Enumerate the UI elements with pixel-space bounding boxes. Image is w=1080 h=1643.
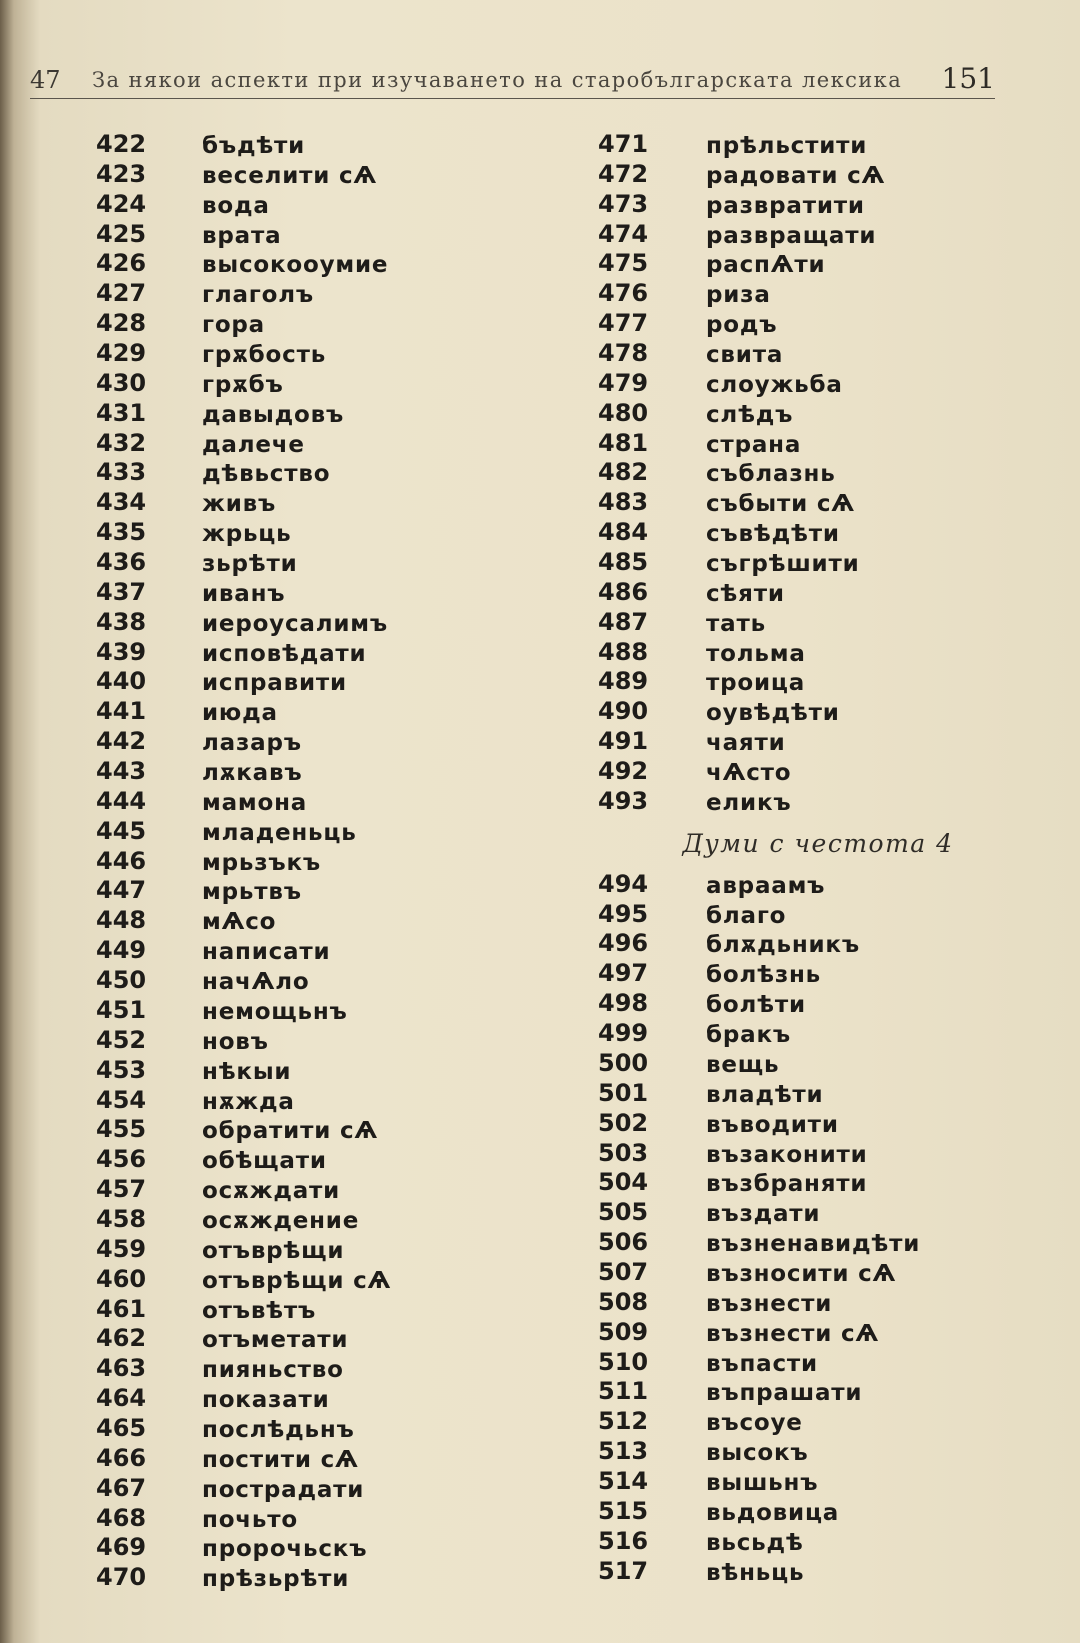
- word-entry: [96, 1235, 536, 1265]
- entry-word: отъврѣщи: [202, 1237, 345, 1264]
- word-entry: [96, 936, 536, 966]
- entry-word: лазаръ: [202, 730, 302, 757]
- entry-number: 429: [96, 339, 147, 368]
- word-entry: [96, 876, 536, 906]
- entry-number: 470: [96, 1563, 147, 1592]
- word-entry: [598, 929, 1018, 959]
- word-entry: [598, 989, 1018, 1019]
- word-entry: [598, 1109, 1018, 1139]
- entry-number: 462: [96, 1324, 147, 1353]
- word-entry: [598, 518, 1018, 548]
- entry-number: 426: [96, 249, 147, 278]
- word-entry: [598, 870, 1018, 900]
- word-entry: [598, 399, 1018, 429]
- entry-word: живъ: [202, 491, 277, 518]
- entry-word: грѫбость: [202, 342, 327, 369]
- entry-number: 475: [598, 249, 649, 278]
- entry-word: вышьнъ: [706, 1469, 819, 1496]
- word-entry: [96, 249, 536, 279]
- entry-number: 514: [598, 1466, 649, 1495]
- entry-word: бъдѣти: [202, 133, 306, 159]
- entry-word: блѫдьникъ: [706, 932, 860, 959]
- word-entry: [96, 1504, 536, 1534]
- word-entry: [598, 959, 1018, 989]
- entry-number: 515: [598, 1496, 649, 1525]
- entry-word: давыдовъ: [202, 401, 345, 428]
- entry-word: младеньць: [202, 819, 357, 846]
- word-entry: [96, 1324, 536, 1354]
- word-entry: [96, 966, 536, 996]
- entry-number: 455: [96, 1115, 147, 1144]
- entry-number: 471: [598, 130, 649, 158]
- word-entry: [598, 1139, 1018, 1169]
- word-entry: [598, 249, 1018, 279]
- entry-number: 477: [598, 309, 649, 338]
- entry-number: 502: [598, 1108, 649, 1137]
- entry-word: вьдовица: [706, 1499, 840, 1526]
- entry-word: иероусалимъ: [202, 610, 388, 637]
- section-heading: Думи с честота 4: [682, 828, 954, 858]
- entry-word: обратити сѦ: [202, 1118, 378, 1145]
- word-entry: [96, 1205, 536, 1235]
- word-entry: [598, 697, 1018, 727]
- entry-number: 480: [598, 398, 649, 427]
- word-entry: [96, 369, 536, 399]
- entry-word: възнести: [706, 1290, 833, 1317]
- entry-word: высокооумие: [202, 252, 389, 279]
- word-entry: [96, 996, 536, 1026]
- word-entry: [96, 1444, 536, 1474]
- word-entry: [96, 130, 536, 160]
- entry-number: 447: [96, 876, 147, 905]
- entry-word: пияньство: [202, 1357, 344, 1384]
- word-entry: [598, 667, 1018, 697]
- entry-word: свита: [706, 342, 784, 369]
- entry-number: 501: [598, 1078, 649, 1107]
- word-entry: [96, 787, 536, 817]
- word-entry: [598, 458, 1018, 488]
- word-entry: [96, 1115, 536, 1145]
- word-entry: [96, 757, 536, 787]
- entry-number: 458: [96, 1204, 147, 1233]
- entry-number: 443: [96, 757, 147, 786]
- entry-number: 507: [598, 1257, 649, 1286]
- entry-number: 442: [96, 727, 147, 756]
- word-entry: [96, 1533, 536, 1563]
- word-entry: [598, 130, 1018, 160]
- word-entry: [598, 1288, 1018, 1318]
- entry-number: 489: [598, 667, 649, 696]
- entry-number: 467: [96, 1473, 147, 1502]
- word-entry: [96, 160, 536, 190]
- entry-word: постити сѦ: [202, 1446, 359, 1473]
- entry-word: радовати сѦ: [706, 162, 886, 189]
- entry-word: осѫждати: [202, 1178, 341, 1205]
- entry-number: 488: [598, 637, 649, 666]
- word-entry: [96, 1414, 536, 1444]
- entry-word: мамона: [202, 789, 308, 816]
- entry-word: лѫкавъ: [202, 760, 303, 787]
- entry-word: прѣзьрѣти: [202, 1566, 350, 1593]
- word-entry: [598, 369, 1018, 399]
- entry-number: 495: [598, 899, 649, 928]
- entry-number: 454: [96, 1085, 147, 1114]
- entry-word: прѣльстити: [706, 133, 868, 159]
- entry-number: 513: [598, 1437, 649, 1466]
- word-entry: [96, 190, 536, 220]
- entry-word: въпасти: [706, 1350, 818, 1377]
- entry-word: съвѣдѣти: [706, 521, 840, 548]
- entry-word: иванъ: [202, 580, 286, 607]
- entry-number: 478: [598, 339, 649, 368]
- entry-word: осѫждение: [202, 1207, 360, 1234]
- entry-word: въсоуе: [706, 1410, 803, 1437]
- word-entry: [96, 339, 536, 369]
- word-entry: [96, 1175, 536, 1205]
- entry-number: 498: [598, 989, 649, 1018]
- entry-number: 494: [598, 869, 649, 898]
- word-entry: [598, 309, 1018, 339]
- word-entry: [96, 309, 536, 339]
- entry-word: отъметати: [202, 1327, 349, 1354]
- word-entry: [96, 667, 536, 697]
- entry-number: 424: [96, 189, 147, 218]
- word-entry: [96, 906, 536, 936]
- entry-word: въздати: [706, 1201, 821, 1228]
- entry-word: слоужьба: [706, 371, 843, 398]
- header-title: За някои аспекти при изучаването на старобългарската лексика: [92, 68, 903, 92]
- word-entry: [598, 578, 1018, 608]
- word-entry: [598, 220, 1018, 250]
- entry-number: 434: [96, 488, 147, 517]
- word-entry: [96, 578, 536, 608]
- word-entry: [598, 1228, 1018, 1258]
- word-entry: [598, 1557, 1018, 1587]
- entry-number: 451: [96, 995, 147, 1024]
- entry-number: 511: [598, 1377, 649, 1406]
- word-entry: [96, 1265, 536, 1295]
- entry-word: новъ: [202, 1028, 269, 1055]
- entry-number: 493: [598, 786, 649, 815]
- entry-word: высокъ: [706, 1440, 809, 1467]
- entry-word: страна: [706, 431, 802, 458]
- entry-word: пострадати: [202, 1476, 365, 1503]
- word-entry: [598, 339, 1018, 369]
- word-entry: [96, 1086, 536, 1116]
- entry-number: 441: [96, 697, 147, 726]
- entry-word: жрьць: [202, 521, 292, 548]
- entry-word: вещь: [706, 1051, 780, 1078]
- word-entry: [598, 1049, 1018, 1079]
- entry-number: 499: [598, 1019, 649, 1048]
- entry-word: възносити сѦ: [706, 1260, 897, 1287]
- word-entry: [598, 757, 1018, 787]
- word-entry: [598, 1198, 1018, 1228]
- entry-number: 482: [598, 458, 649, 487]
- word-entry: [598, 548, 1018, 578]
- entry-number: 485: [598, 548, 649, 577]
- entry-word: начѦло: [202, 969, 310, 996]
- word-entry: [598, 429, 1018, 459]
- entry-word: възаконити: [706, 1141, 868, 1168]
- word-entry: [96, 1384, 536, 1414]
- entry-number: 484: [598, 518, 649, 547]
- word-entry: [598, 727, 1018, 757]
- word-entry: [598, 1437, 1018, 1467]
- entry-word: гора: [202, 312, 266, 339]
- entry-word: съгрѣшити: [706, 551, 860, 578]
- entry-number: 425: [96, 219, 147, 248]
- entry-word: развратити: [706, 192, 865, 219]
- entry-number: 438: [96, 607, 147, 636]
- word-entry: [96, 608, 536, 638]
- entry-number: 452: [96, 1025, 147, 1054]
- word-entry: [598, 190, 1018, 220]
- entry-number: 440: [96, 667, 147, 696]
- entry-number: 506: [598, 1228, 649, 1257]
- word-entry: [598, 1467, 1018, 1497]
- entry-number: 432: [96, 428, 147, 457]
- word-entry: [96, 548, 536, 578]
- entry-number: 492: [598, 757, 649, 786]
- entry-word: слѣдъ: [706, 401, 794, 428]
- word-entry: [598, 488, 1018, 518]
- entry-number: 439: [96, 637, 147, 666]
- word-entry: [96, 429, 536, 459]
- entry-number: 474: [598, 219, 649, 248]
- entry-word: мѦсо: [202, 909, 277, 936]
- entry-word: тольма: [706, 640, 806, 667]
- entry-number: 472: [598, 159, 649, 188]
- word-entry: [96, 1026, 536, 1056]
- entry-word: глаголъ: [202, 282, 314, 309]
- entry-number: 468: [96, 1503, 147, 1532]
- entry-word: вѣньць: [706, 1559, 805, 1586]
- entry-number: 479: [598, 368, 649, 397]
- word-entry: [96, 1354, 536, 1384]
- word-entry: [598, 1079, 1018, 1109]
- entry-number: 509: [598, 1317, 649, 1346]
- entry-number: 437: [96, 577, 147, 606]
- entry-number: 448: [96, 906, 147, 935]
- word-entry: [96, 847, 536, 877]
- entry-word: грѫбъ: [202, 371, 284, 398]
- entry-word: сѣяти: [706, 580, 785, 607]
- entry-word: авраамъ: [706, 872, 826, 899]
- entry-word: троица: [706, 670, 806, 697]
- word-entry: [96, 1474, 536, 1504]
- entry-number: 508: [598, 1287, 649, 1316]
- entry-word: чѦсто: [706, 760, 792, 787]
- entry-word: въпрашати: [706, 1380, 863, 1407]
- entry-word: болѣзнь: [706, 962, 822, 989]
- entry-word: пророчьскъ: [202, 1536, 368, 1563]
- entry-word: болѣти: [706, 992, 806, 1019]
- word-entry: [96, 488, 536, 518]
- entry-word: дѣвьство: [202, 461, 331, 488]
- entry-number: 445: [96, 816, 147, 845]
- left-word-list: [96, 130, 536, 1593]
- word-entry: [598, 1497, 1018, 1527]
- entry-word: распѦти: [706, 252, 826, 279]
- word-entry: [598, 787, 1018, 817]
- entry-number: 466: [96, 1443, 147, 1472]
- entry-number: 487: [598, 607, 649, 636]
- word-entry: [96, 1295, 536, 1325]
- entry-number: 517: [598, 1556, 649, 1585]
- word-entry: [598, 1168, 1018, 1198]
- entry-word: зьрѣти: [202, 551, 298, 578]
- entry-number: 422: [96, 130, 147, 158]
- entry-word: мрьзъкъ: [202, 849, 321, 876]
- entry-number: 490: [598, 697, 649, 726]
- entry-word: мрьтвъ: [202, 879, 302, 906]
- entry-word: еликъ: [706, 789, 792, 816]
- entry-word: събыти сѦ: [706, 491, 855, 518]
- entry-number: 497: [598, 959, 649, 988]
- entry-word: оувѣдѣти: [706, 700, 840, 727]
- entry-number: 446: [96, 846, 147, 875]
- entry-word: благо: [706, 902, 787, 929]
- word-entry: [96, 1563, 536, 1593]
- entry-number: 510: [598, 1347, 649, 1376]
- entry-word: отъврѣщи сѦ: [202, 1267, 392, 1294]
- entry-word: чаяти: [706, 730, 786, 757]
- word-entry: [598, 1318, 1018, 1348]
- entry-word: отъвѣтъ: [202, 1297, 317, 1324]
- entry-word: развращати: [706, 222, 877, 249]
- word-entry: [598, 160, 1018, 190]
- header-left-number: 47: [30, 66, 61, 94]
- entry-word: послѣдьнъ: [202, 1416, 355, 1443]
- word-entry: [96, 1145, 536, 1175]
- page-number: 151: [941, 62, 995, 95]
- word-entry: [598, 1527, 1018, 1557]
- entry-number: 436: [96, 548, 147, 577]
- entry-number: 453: [96, 1055, 147, 1084]
- entry-number: 435: [96, 518, 147, 547]
- entry-number: 491: [598, 727, 649, 756]
- word-entry: [96, 638, 536, 668]
- entry-number: 430: [96, 368, 147, 397]
- entry-word: написати: [202, 939, 331, 966]
- word-entry: [96, 458, 536, 488]
- entry-word: вода: [202, 192, 270, 219]
- word-entry: [598, 900, 1018, 930]
- entry-word: родъ: [706, 312, 778, 339]
- entry-number: 428: [96, 309, 147, 338]
- word-entry: [598, 1019, 1018, 1049]
- entry-word: тать: [706, 610, 766, 637]
- entry-number: 465: [96, 1413, 147, 1442]
- entry-word: врата: [202, 222, 282, 249]
- entry-word: възнести сѦ: [706, 1320, 880, 1347]
- entry-word: владѣти: [706, 1081, 824, 1108]
- entry-word: показати: [202, 1387, 330, 1414]
- word-entry: [96, 220, 536, 250]
- entry-number: 433: [96, 458, 147, 487]
- word-entry: [598, 1407, 1018, 1437]
- right-word-list: [598, 130, 1018, 1586]
- word-entry: [96, 399, 536, 429]
- entry-word: риза: [706, 282, 771, 309]
- entry-number: 483: [598, 488, 649, 517]
- entry-word: исправити: [202, 670, 347, 697]
- entry-number: 500: [598, 1048, 649, 1077]
- right-word-list-top: [598, 130, 1018, 817]
- entry-number: 516: [598, 1526, 649, 1555]
- entry-word: немощьнъ: [202, 998, 348, 1025]
- entry-number: 457: [96, 1175, 147, 1204]
- entry-word: възненавидѣти: [706, 1231, 921, 1258]
- word-entry: [598, 1348, 1018, 1378]
- word-entry: [96, 1056, 536, 1086]
- entry-word: веселити сѦ: [202, 162, 378, 189]
- word-entry: [598, 608, 1018, 638]
- entry-word: бракъ: [706, 1022, 791, 1049]
- entry-number: 504: [598, 1168, 649, 1197]
- entry-word: далече: [202, 431, 305, 458]
- word-entry: [96, 817, 536, 847]
- entry-word: июда: [202, 700, 278, 727]
- entry-word: съблазнь: [706, 461, 836, 488]
- entry-word: вьсьдѣ: [706, 1529, 804, 1556]
- entry-number: 450: [96, 966, 147, 995]
- entry-number: 449: [96, 936, 147, 965]
- entry-number: 461: [96, 1294, 147, 1323]
- entry-number: 459: [96, 1234, 147, 1263]
- word-entry: [598, 279, 1018, 309]
- running-header: [30, 62, 995, 99]
- word-entry: [96, 727, 536, 757]
- entry-number: 486: [598, 577, 649, 606]
- entry-number: 427: [96, 279, 147, 308]
- entry-number: 460: [96, 1264, 147, 1293]
- entry-number: 505: [598, 1198, 649, 1227]
- entry-word: исповѣдати: [202, 640, 367, 667]
- entry-word: обѣщати: [202, 1148, 327, 1175]
- word-entry: [598, 1377, 1018, 1407]
- entry-number: 463: [96, 1354, 147, 1383]
- right-word-list-bottom: [598, 870, 1018, 1587]
- word-entry: [96, 697, 536, 727]
- word-entry: [96, 279, 536, 309]
- entry-word: нѣкыи: [202, 1058, 292, 1085]
- word-entry: [598, 1258, 1018, 1288]
- word-entry: [598, 638, 1018, 668]
- entry-number: 444: [96, 786, 147, 815]
- entry-number: 481: [598, 428, 649, 457]
- entry-number: 431: [96, 398, 147, 427]
- entry-number: 476: [598, 279, 649, 308]
- entry-word: възбраняти: [706, 1171, 868, 1198]
- entry-number: 512: [598, 1407, 649, 1436]
- entry-word: нѫжда: [202, 1088, 295, 1115]
- entry-number: 503: [598, 1138, 649, 1167]
- entry-number: 464: [96, 1384, 147, 1413]
- entry-number: 496: [598, 929, 649, 958]
- entry-number: 423: [96, 159, 147, 188]
- entry-word: въводити: [706, 1111, 839, 1138]
- entry-number: 473: [598, 189, 649, 218]
- entry-word: почьто: [202, 1506, 298, 1533]
- word-entry: [96, 518, 536, 548]
- entry-number: 456: [96, 1145, 147, 1174]
- entry-number: 469: [96, 1533, 147, 1562]
